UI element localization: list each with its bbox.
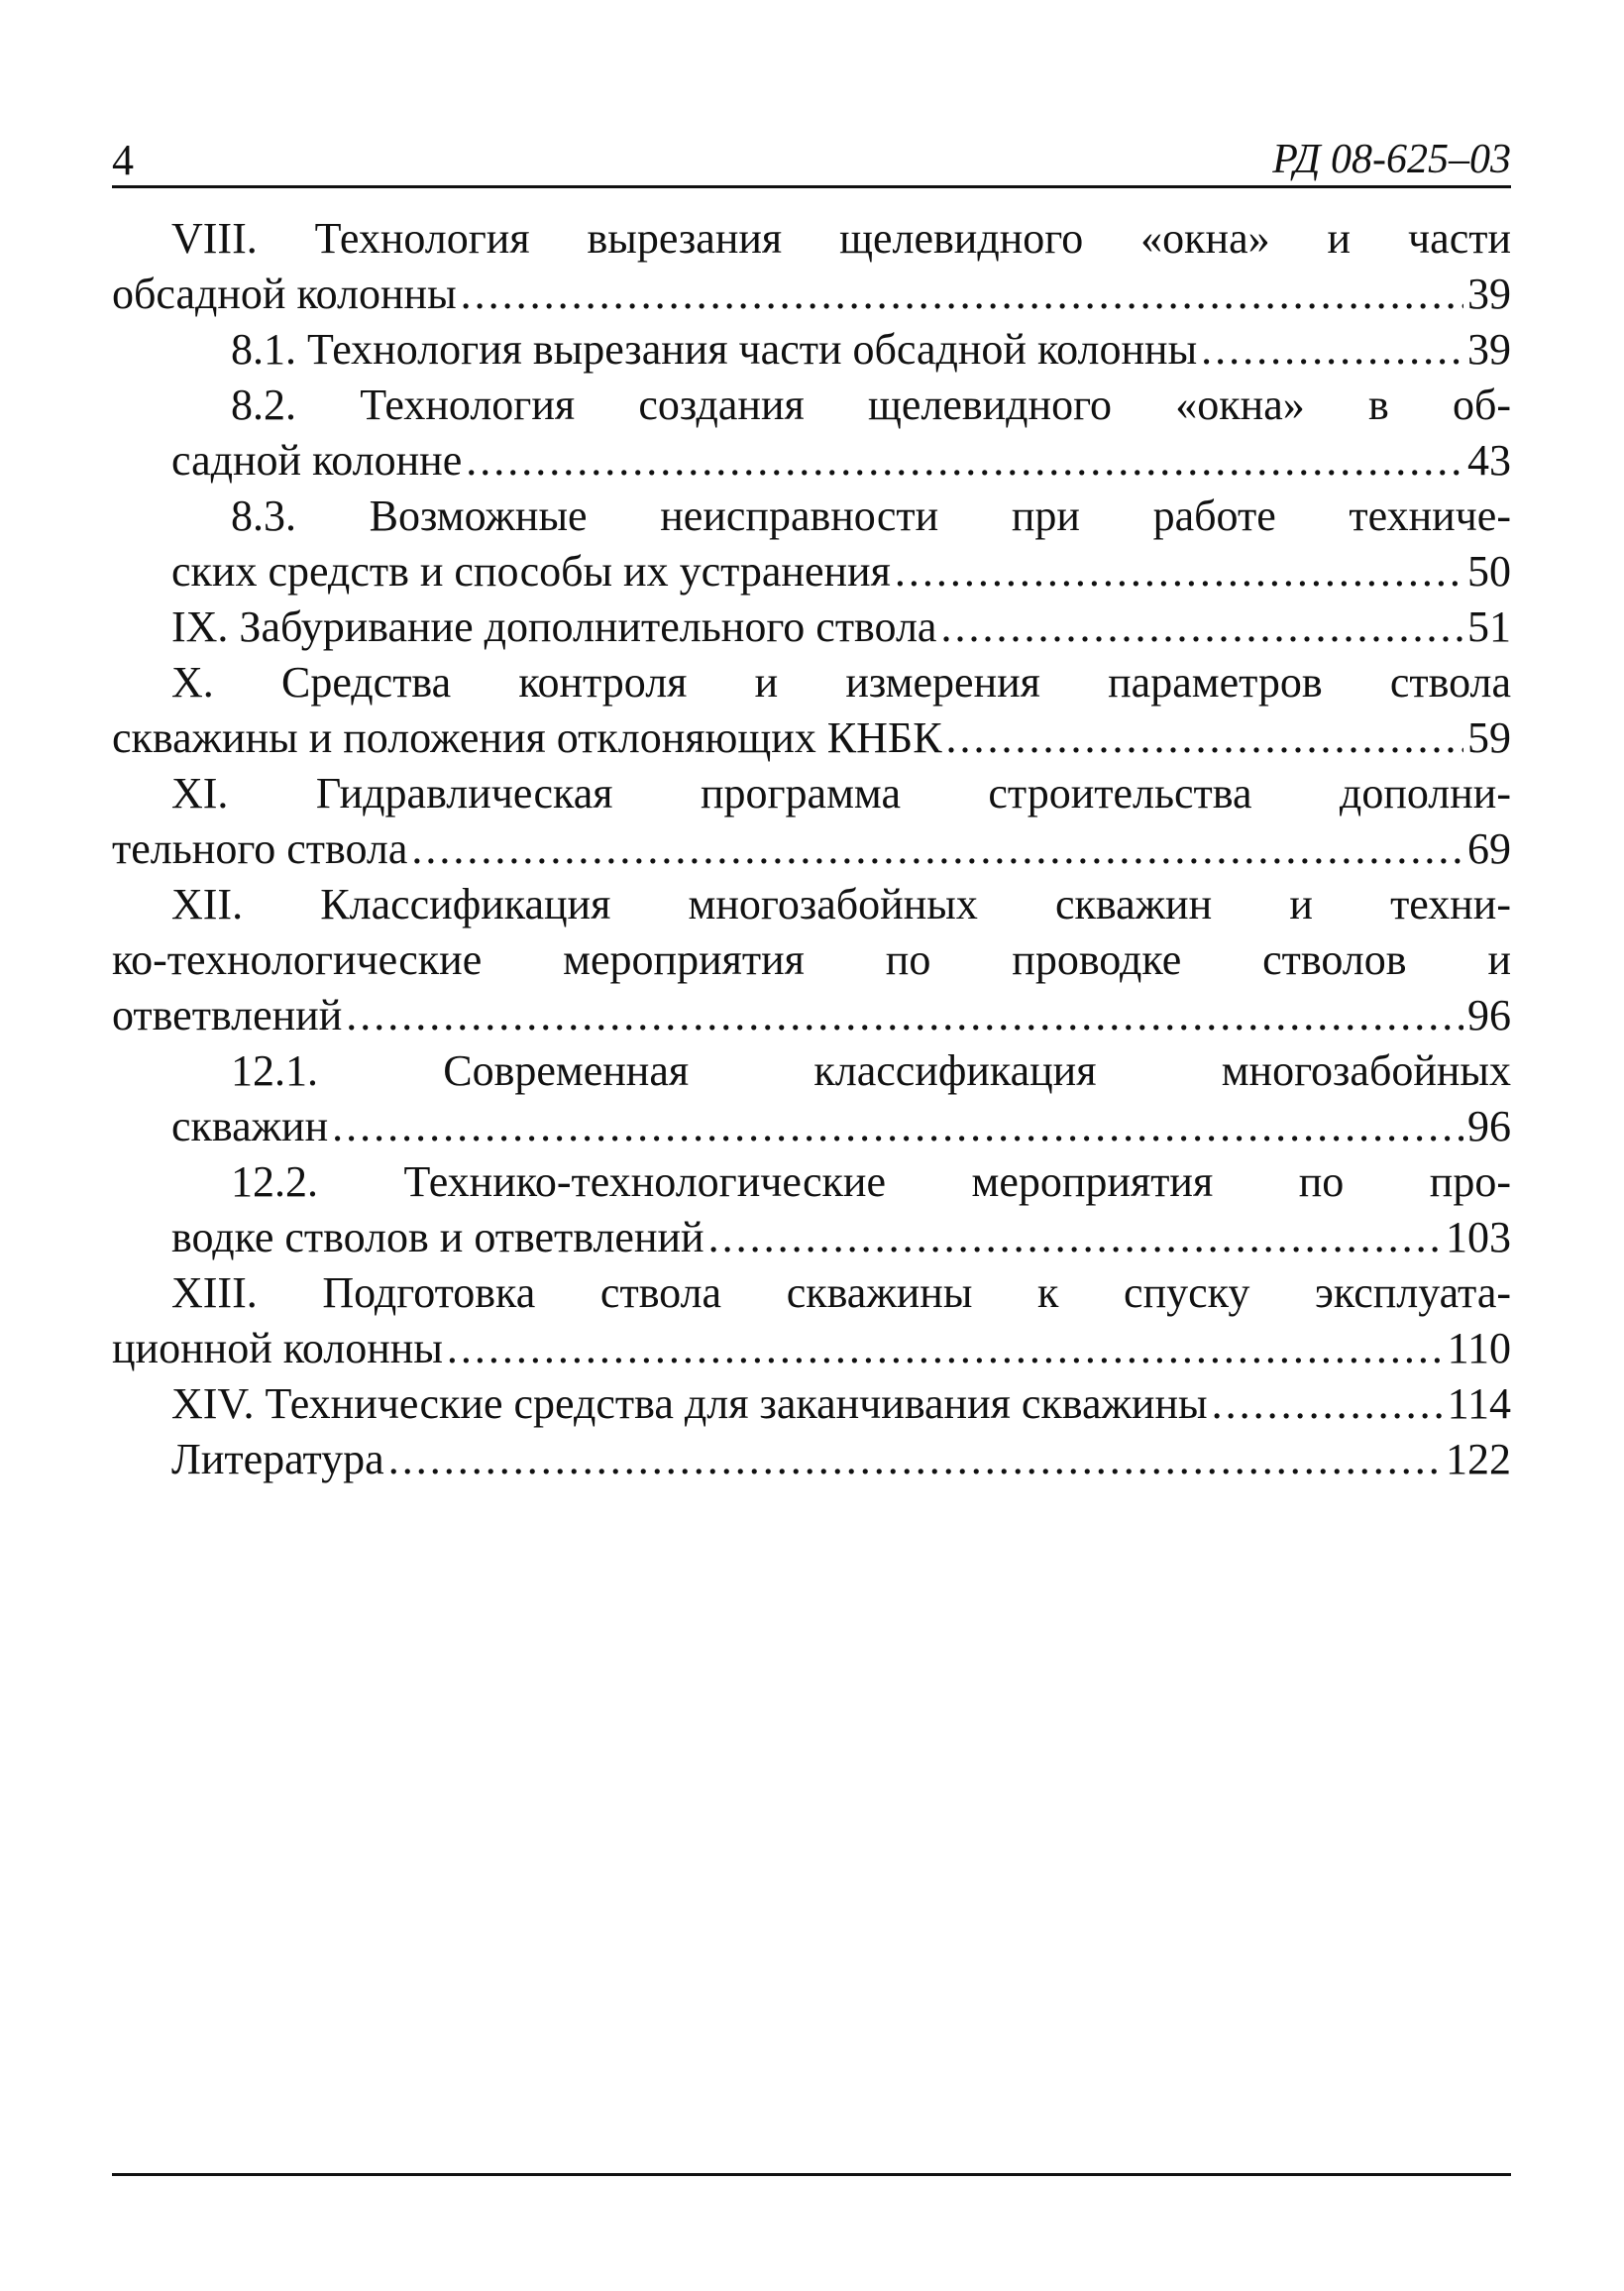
dot-leader	[447, 1321, 1444, 1376]
dot-leader	[388, 1432, 1442, 1487]
toc-entry-text: XII. Классификация многозабойных скважин и техни-	[171, 880, 1511, 928]
toc-entry-xii[interactable]	[112, 877, 1511, 1043]
toc-page-number: 103	[1446, 1213, 1511, 1261]
table-of-contents	[112, 211, 1511, 1487]
page-number: 4	[112, 136, 134, 184]
dot-leader	[1201, 322, 1463, 378]
dot-leader	[332, 1099, 1463, 1154]
toc-page-number: 39	[1467, 270, 1511, 318]
header-rule	[112, 185, 1511, 188]
dot-leader	[411, 821, 1463, 877]
toc-entry-text: 12.2. Технико-технологические мероприятия по про-	[231, 1157, 1511, 1206]
toc-page-number: 69	[1467, 824, 1511, 873]
toc-entry-text: 8.1. Технология вырезания части обсадной колонны	[231, 325, 1198, 374]
toc-entry-text: XI. Гидравлическая программа строительства дополни-	[171, 769, 1511, 818]
toc-page-number: 110	[1447, 1324, 1511, 1372]
toc-entry-xiii[interactable]	[112, 1265, 1511, 1376]
toc-entry-xiv[interactable]	[112, 1376, 1511, 1432]
dot-leader	[1212, 1376, 1444, 1432]
toc-entry-text: 12.1. Современная классификация многозабойных	[231, 1046, 1511, 1095]
toc-entry-12-2[interactable]	[112, 1154, 1511, 1265]
dot-leader	[708, 1210, 1442, 1265]
toc-page-number: 39	[1467, 325, 1511, 374]
toc-entry-text: XIV. Технические средства для заканчивания скважины	[171, 1379, 1208, 1428]
toc-entry-text: Литература	[171, 1435, 384, 1483]
toc-page-number: 96	[1467, 991, 1511, 1039]
dot-leader	[346, 988, 1463, 1043]
toc-entry-x[interactable]	[112, 655, 1511, 766]
toc-entry-text: скважины и положения отклоняющих КНБК	[112, 713, 942, 762]
footer-rule	[112, 2173, 1511, 2176]
toc-entry-12-1[interactable]	[112, 1043, 1511, 1154]
toc-page-number: 51	[1467, 602, 1511, 651]
toc-page-number: 96	[1467, 1102, 1511, 1150]
document-code: РД 08-625–03	[1272, 137, 1511, 182]
toc-entry-text: скважин	[171, 1102, 329, 1150]
dot-leader	[461, 267, 1463, 322]
toc-entry-8-2[interactable]	[112, 378, 1511, 489]
toc-entry-text: 8.3. Возможные неисправности при работе техниче-	[231, 491, 1511, 540]
toc-entry-text: тельного ствола	[112, 824, 408, 873]
toc-entry-literature[interactable]	[112, 1432, 1511, 1487]
dot-leader	[466, 433, 1463, 489]
dot-leader	[940, 600, 1463, 655]
toc-page-number: 43	[1467, 436, 1511, 485]
toc-entry-text: ко-технологические мероприятия по проводке стволов и	[112, 935, 1511, 984]
toc-entry-text: ционной колонны	[112, 1324, 443, 1372]
toc-page-number: 114	[1447, 1379, 1511, 1428]
toc-entry-text: садной колонне	[171, 436, 463, 485]
toc-entry-text: 8.2. Технология создания щелевидного «окна» в об-	[231, 381, 1511, 429]
dot-leader	[946, 710, 1463, 766]
toc-entry-text: водке стволов и ответвлений	[171, 1213, 704, 1261]
toc-page-number: 59	[1467, 713, 1511, 762]
toc-entry-text: IX. Забуривание дополнительного ствола	[171, 602, 937, 651]
toc-entry-text: ских средств и способы их устранения	[171, 547, 891, 596]
toc-entry-xi[interactable]	[112, 766, 1511, 877]
toc-entry-text: VIII. Технология вырезания щелевидного «окна» и части	[171, 214, 1511, 263]
toc-page-number: 50	[1467, 547, 1511, 596]
toc-entry-text: XIII. Подготовка ствола скважины к спуску эксплуата-	[171, 1268, 1511, 1317]
toc-page-number: 122	[1446, 1435, 1511, 1483]
toc-entry-8-3[interactable]	[112, 489, 1511, 600]
toc-entry-text: X. Средства контроля и измерения параметров ствола	[171, 658, 1511, 707]
toc-entry-8-1[interactable]	[112, 322, 1511, 378]
toc-entry-text: обсадной колонны	[112, 270, 457, 318]
dot-leader	[895, 544, 1463, 600]
toc-entry-ix[interactable]	[112, 600, 1511, 655]
toc-entry-text: ответвлений	[112, 991, 343, 1039]
toc-entry-viii[interactable]	[112, 211, 1511, 322]
